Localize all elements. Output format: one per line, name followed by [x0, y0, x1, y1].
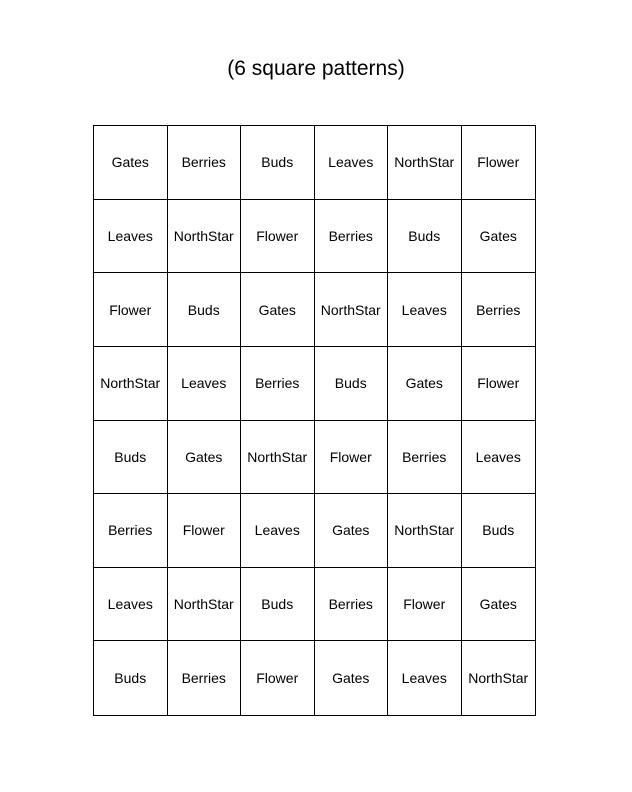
grid-cell	[462, 273, 536, 347]
grid-cell-text: Buds	[408, 227, 441, 244]
grid-cell-text: Gates	[185, 448, 223, 465]
grid-cell-text: Leaves	[328, 154, 374, 171]
grid-cell	[168, 200, 242, 274]
grid-cell-text: North	[247, 448, 282, 465]
grid-cell-text: Leaves	[107, 227, 153, 244]
grid-cell-text: Leaves	[107, 596, 153, 613]
grid-cell-text: Gates	[479, 596, 517, 613]
grid-cell	[388, 568, 462, 642]
grid-cell	[94, 126, 168, 200]
grid-cell-text: Flower	[329, 448, 372, 465]
grid-cell-text: North	[173, 227, 209, 244]
pattern-grid	[93, 125, 536, 716]
grid-cell	[388, 494, 462, 568]
grid-cell	[315, 273, 389, 347]
grid-cell-text: Flower	[109, 301, 152, 318]
grid-cell-text: Leaves	[401, 670, 447, 687]
grid-cell	[94, 641, 168, 715]
grid-cell-text: North	[173, 596, 209, 613]
grid-cell	[168, 568, 242, 642]
grid-cell-text: Star	[281, 448, 308, 465]
grid-cell-text: Leaves	[181, 375, 227, 392]
grid-cell	[168, 641, 242, 715]
grid-cell-text: Flower	[477, 154, 520, 171]
grid-cell-text: North	[468, 670, 503, 687]
grid-cell	[94, 347, 168, 421]
grid-cell-text: Leaves	[401, 301, 447, 318]
grid-cell-text: Berries	[476, 301, 521, 318]
grid-cell-text: North	[100, 375, 135, 392]
grid-cell	[241, 568, 315, 642]
grid-cell-text: Star	[134, 375, 161, 392]
page-title: (6 square patterns)	[227, 57, 405, 80]
grid-cell	[462, 494, 536, 568]
grid-cell	[168, 273, 242, 347]
grid-cell-text: Berries	[328, 596, 373, 613]
grid-cell-text: North	[320, 301, 356, 318]
grid-cell-text: Flower	[256, 227, 299, 244]
grid-cell-text: Berries	[181, 154, 226, 171]
grid-cell-text: Gates	[111, 154, 149, 171]
grid-cell-text: Star	[208, 227, 234, 244]
grid-cell-text: Star	[208, 596, 234, 613]
grid-cell-text: Buds	[114, 448, 147, 465]
grid-cell-text: Buds	[334, 375, 367, 392]
grid-cell-text: Flower	[403, 596, 446, 613]
grid-cell-text: Buds	[114, 670, 147, 687]
grid-cell	[168, 421, 242, 495]
grid-cell	[462, 421, 536, 495]
grid-cell	[168, 347, 242, 421]
grid-cell-text: Berries	[328, 227, 373, 244]
grid-cell	[168, 494, 242, 568]
grid-cell-text: Star	[428, 154, 455, 171]
grid-cell-text: Berries	[108, 522, 153, 539]
grid-cell	[241, 273, 315, 347]
grid-cell	[315, 494, 389, 568]
grid-cell	[94, 273, 168, 347]
grid-cell-text: Gates	[258, 301, 296, 318]
grid-cell-text: Flower	[182, 522, 225, 539]
grid-cell	[388, 641, 462, 715]
grid-cell	[315, 347, 389, 421]
grid-cell	[462, 200, 536, 274]
grid-cell-text: Berries	[181, 670, 226, 687]
grid-cell	[388, 126, 462, 200]
grid-cell-text: North	[394, 154, 429, 171]
grid-cell-text: Star	[502, 670, 529, 687]
grid-cell	[462, 568, 536, 642]
grid-cell-text: Buds	[261, 154, 294, 171]
grid-cell	[241, 347, 315, 421]
grid-cell	[94, 421, 168, 495]
grid-cell-text: Gates	[405, 375, 443, 392]
grid-cell-text: Gates	[479, 227, 517, 244]
grid-cell	[388, 273, 462, 347]
grid-cell	[241, 421, 315, 495]
grid-cell-text: Berries	[402, 448, 447, 465]
grid-cell	[388, 421, 462, 495]
grid-cell	[315, 200, 389, 274]
grid-cell	[94, 568, 168, 642]
grid-cell	[241, 126, 315, 200]
grid-cell-text: Flower	[256, 670, 299, 687]
grid-cell-text: Gates	[332, 670, 370, 687]
grid-cell	[94, 494, 168, 568]
grid-cell	[462, 641, 536, 715]
grid-cell	[315, 568, 389, 642]
grid-cell-text: Leaves	[254, 522, 300, 539]
grid-cell-text: Buds	[187, 301, 220, 318]
grid-cell-text: Leaves	[475, 448, 521, 465]
grid-cell	[315, 641, 389, 715]
grid-cell-text: Berries	[255, 375, 300, 392]
grid-cell	[315, 126, 389, 200]
grid-cell-text: North	[394, 522, 429, 539]
grid-cell-text: Buds	[482, 522, 515, 539]
grid-cell-text: Flower	[477, 375, 520, 392]
grid-cell-text: Buds	[261, 596, 294, 613]
grid-cell	[462, 347, 536, 421]
grid-cell	[388, 347, 462, 421]
grid-cell-text: Star	[355, 301, 381, 318]
grid-cell-text: Gates	[332, 522, 370, 539]
grid-cell	[241, 641, 315, 715]
grid-cell	[388, 200, 462, 274]
grid-cell-text: Star	[428, 522, 455, 539]
grid-cell	[94, 200, 168, 274]
grid-cell	[168, 126, 242, 200]
grid-cell	[315, 421, 389, 495]
grid-cell	[462, 126, 536, 200]
grid-cell	[241, 494, 315, 568]
grid-cell	[241, 200, 315, 274]
